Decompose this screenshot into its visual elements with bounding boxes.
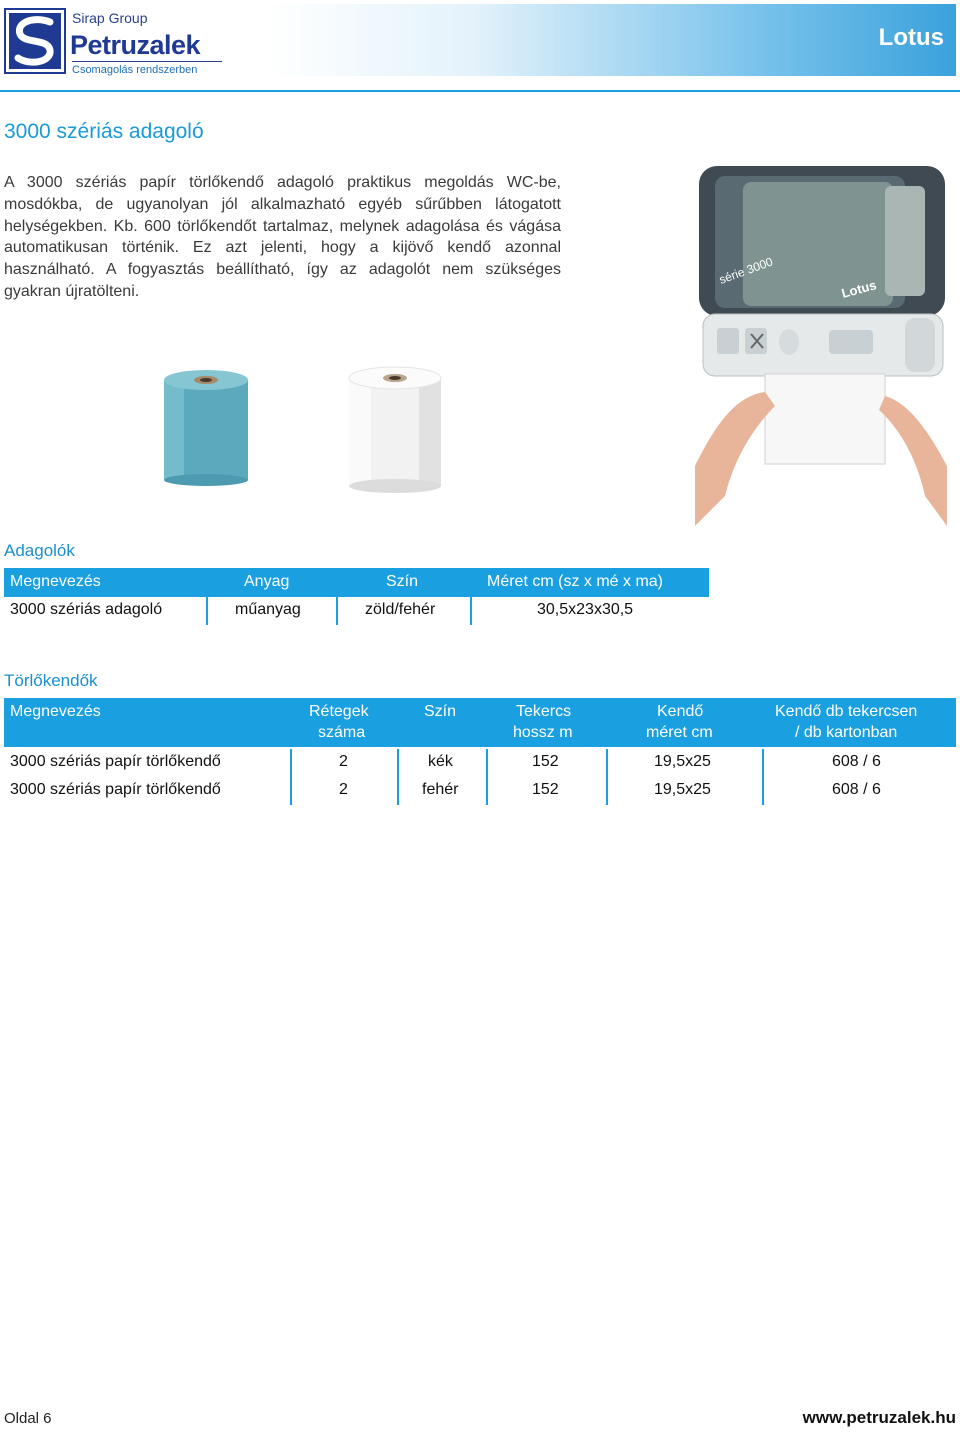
cell-name: 3000 szériás papír törlőkendő	[10, 781, 221, 798]
cell-name: 3000 szériás papír törlőkendő	[10, 753, 221, 770]
cell-size: 30,5x23x30,5	[537, 601, 634, 618]
cell-name: 3000 szériás adagoló	[10, 601, 163, 618]
header-title: Lotus	[878, 24, 944, 51]
table-row	[4, 777, 956, 805]
column-separator	[336, 597, 338, 625]
cell-color: kék	[428, 753, 453, 770]
dispenser-label-lotus: Lotus	[839, 277, 878, 301]
brand-divider	[72, 61, 222, 62]
petruzalek-logo[interactable]	[4, 4, 264, 76]
header-divider	[0, 90, 960, 92]
column-separator	[606, 749, 608, 805]
col-header-roll-2: hossz m	[513, 724, 573, 741]
product-title: 3000 szériás adagoló	[4, 120, 204, 143]
brand-tagline: Csomagolás rendszerben	[72, 64, 198, 76]
cell-material: műanyag	[235, 601, 301, 618]
white-roll-photo	[343, 364, 447, 494]
page-number: Oldal 6	[4, 1410, 52, 1427]
col-header-count-2: / db kartonban	[795, 724, 898, 741]
column-separator	[486, 749, 488, 805]
column-separator	[470, 597, 472, 625]
col-header-towel-2: méret cm	[646, 724, 713, 741]
dispenser-label-serie: série 3000	[717, 254, 775, 287]
col-header-towel: Kendő	[657, 703, 704, 720]
towels-table-header	[4, 698, 956, 747]
cell-color: fehér	[422, 781, 459, 798]
col-header-roll: Tekercs	[516, 703, 572, 720]
cell-towel: 19,5x25	[654, 781, 711, 798]
table-row	[4, 749, 956, 777]
dispenser-photo	[695, 166, 947, 526]
product-description: A 3000 szériás papír törlőkendő adagoló praktikus megoldás WC-be, mosdókba, de ugyanolyan jól alkalmazható egyéb sűrűbben látogatott helységekben. Kb. 600 törlőkendőt tartalmaz, melynek adagolása és vágása automatikusan történik. Ez azt jelenti, hogy a kijövő kendő azonnal használható. A fogyasztás beállítható, így az adagolót nem szükséges gyakran újratölteni.	[4, 174, 561, 300]
cell-color: zöld/fehér	[365, 601, 436, 618]
cell-towel: 19,5x25	[654, 753, 711, 770]
col-header-count: Kendő db tekercsen	[775, 703, 918, 720]
header-banner	[268, 4, 956, 76]
col-header-layers-2: száma	[318, 724, 366, 741]
col-header-size: Méret cm (sz x mé x ma)	[487, 573, 664, 590]
blue-roll-photo	[160, 368, 252, 486]
col-header-color: Szín	[424, 703, 457, 720]
dispensers-table-header	[4, 568, 709, 597]
dispensers-table-title: Adagolók	[4, 541, 75, 560]
petruzalek-logo-mark-icon	[4, 8, 66, 74]
col-header-name: Megnevezés	[10, 703, 101, 720]
column-separator	[206, 597, 208, 625]
col-header-layers: Rétegek	[309, 703, 369, 720]
page-header	[0, 0, 960, 80]
cell-count: 608 / 6	[832, 781, 881, 798]
col-header-color: Szín	[386, 573, 419, 590]
cell-roll: 152	[532, 753, 559, 770]
towels-table-title: Törlőkendők	[4, 671, 98, 690]
column-separator	[290, 749, 292, 805]
brand-name: Petruzalek	[70, 30, 201, 60]
cell-count: 608 / 6	[832, 753, 881, 770]
cell-layers: 2	[339, 781, 348, 798]
col-header-name: Megnevezés	[10, 573, 101, 590]
website-link[interactable]: www.petruzalek.hu	[802, 1408, 956, 1427]
cell-roll: 152	[532, 781, 559, 798]
column-separator	[762, 749, 764, 805]
column-separator	[397, 749, 399, 805]
col-header-material: Anyag	[244, 573, 290, 590]
table-row	[4, 597, 709, 625]
brand-group: Sirap Group	[72, 10, 148, 26]
cell-layers: 2	[339, 753, 348, 770]
